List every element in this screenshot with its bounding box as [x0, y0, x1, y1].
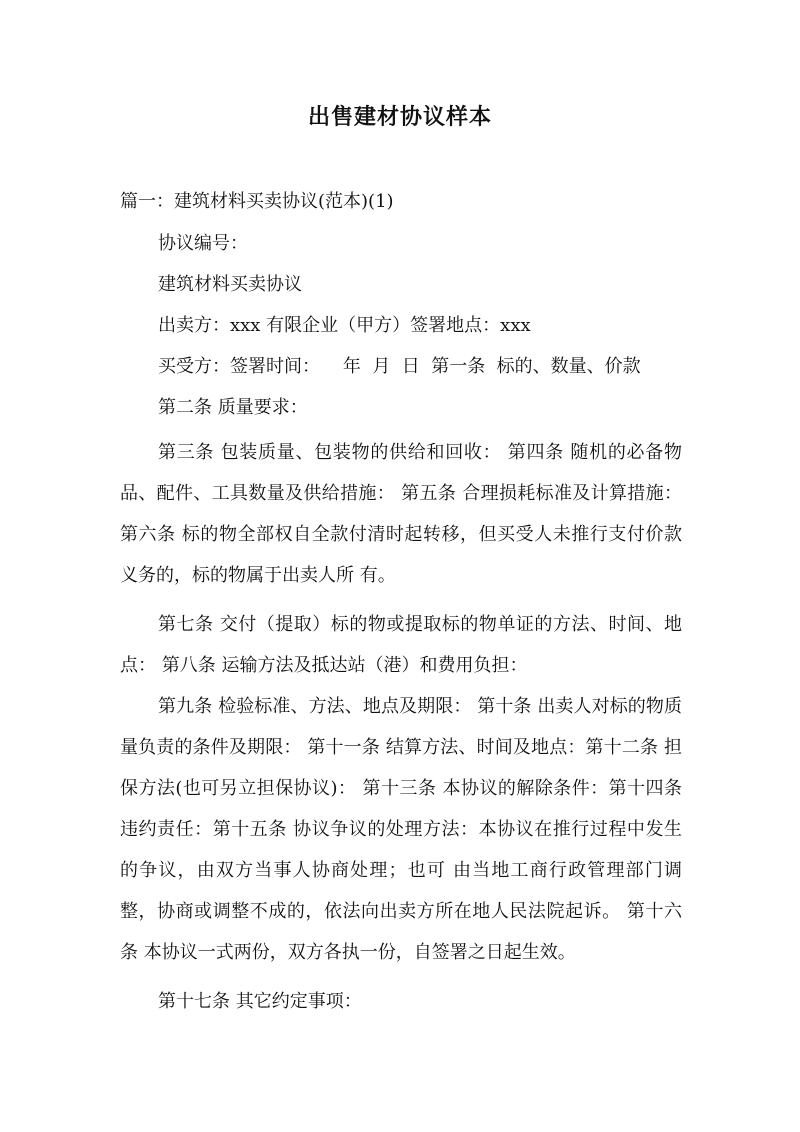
section-heading: 篇一：建筑材料买卖协议(范本)(1) [120, 191, 394, 212]
document-title: 出售建材协议样本 [307, 104, 492, 130]
paragraph-articles-3-6: 第三条 包装质量、包装物的供给和回收： 第四条 随机的必备物品、配件、工具数量及供给措施： 第五条 合理损耗标准及计算措施：第六条 标的物全部权自全款付清时起转移，但买受人未推行支付价款义务的，标的物属于出卖人所 有。 [120, 442, 682, 586]
paragraph-articles-9-16: 第九条 检验标准、方法、地点及期限： 第十条 出卖人对标的物质量负责的条件及期限： 第十一条 结算方法、时间及地点：第十二条 担保方法(也可另立担保协议)： 第十三条 本协议的解除条件：第十四条 违约责任：第十五条 协议争议的处理方法：本协议在推行过程中发生的争议，由双方当事人协商处理；也可 由当地工商行政管理部门调整，协商或调整不成的，依法向出卖方所在地人民法院起诉。 第十六条 本协议一式两份，双方各执一份，自签署之日起生效。 [120, 696, 682, 963]
buyer-line: 买受方：签署时间： 年 月 日 第一条 标的、数量、价款 [158, 356, 641, 377]
article-2: 第二条 质量要求： [158, 397, 308, 418]
seller-line: 出卖方：xxx 有限企业（甲方）签署地点：xxx [158, 315, 531, 336]
paragraph-articles-7-8: 第七条 交付（提取）标的物或提取标的物单证的方法、时间、地点： 第八条 运输方法及抵达站（港）和费用负担： [120, 614, 682, 676]
article-17: 第十七条 其它约定事项： [158, 991, 362, 1012]
agreement-number-label: 协议编号： [158, 233, 248, 254]
agreement-name: 建筑材料买卖协议 [158, 274, 302, 295]
